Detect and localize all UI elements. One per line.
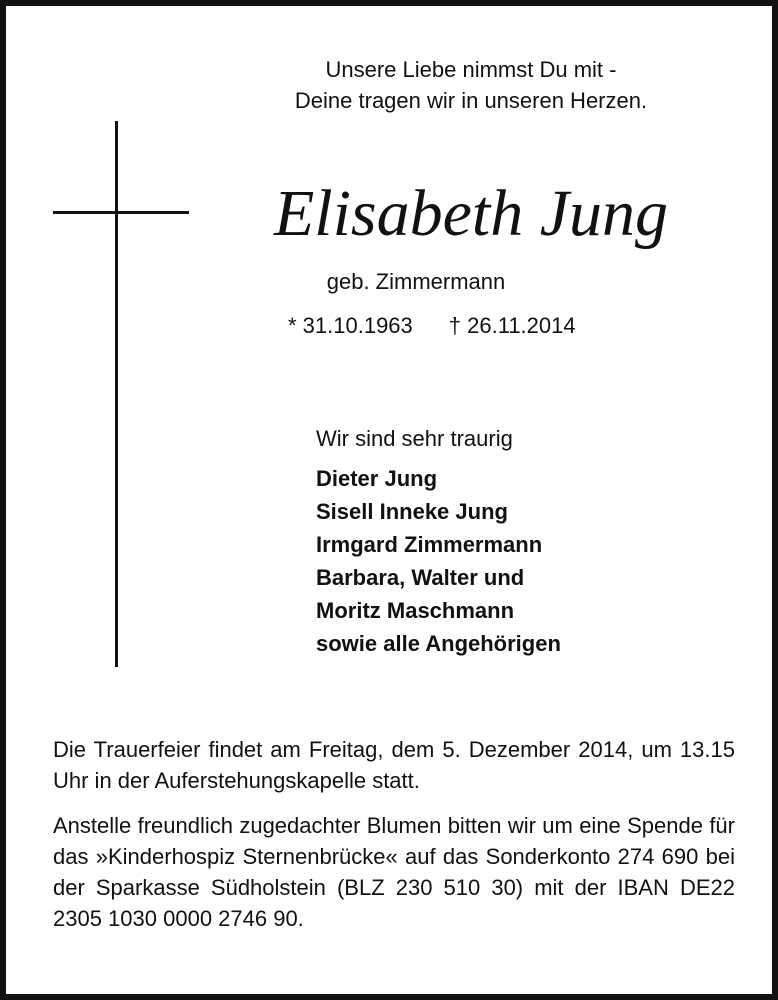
deceased-name: Elisabeth Jung (273, 177, 669, 250)
birth-name: geb. Zimmermann (326, 269, 506, 294)
mourner-name: Dieter Jung (316, 466, 438, 491)
donation-info: Anstelle freundlich zugedachter Blumen bitten wir um eine Spende für das »Kinderhospiz Sternenbrücke« auf das Sonderkonto 274 690 bei der Sparkasse Südholstein (BLZ 230 510 30) mit der IBAN DE22 2305 1030 0000 2746 90. (53, 813, 735, 931)
mourner-name: Sisell Inneke Jung (316, 499, 508, 524)
mourner-name: Moritz Maschmann (316, 598, 515, 623)
mourners-list (316, 462, 676, 660)
funeral-info: Die Trauerfeier findet am Freitag, dem 5. Dezember 2014, um 13.15 Uhr in der Auferstehungskapelle statt. (53, 737, 735, 793)
mourners-intro: Wir sind sehr traurig (316, 426, 513, 451)
cross-horizontal-bar (53, 211, 189, 214)
mourner-name: sowie alle Angehörigen (316, 631, 561, 656)
mourners-block (316, 424, 676, 660)
motto-line-2: Deine tragen wir in unseren Herzen. (294, 88, 648, 113)
mourner-name: Irmgard Zimmermann (316, 532, 543, 557)
motto (236, 54, 706, 116)
mourner-name: Barbara, Walter und (316, 565, 525, 590)
info-block (53, 734, 735, 948)
death-date: † 26.11.2014 (448, 313, 576, 338)
cross-vertical-bar (115, 121, 118, 667)
motto-line-1: Unsere Liebe nimmst Du mit - (325, 57, 617, 82)
life-dates (288, 311, 658, 341)
birth-date: * 31.10.1963 (288, 313, 413, 338)
